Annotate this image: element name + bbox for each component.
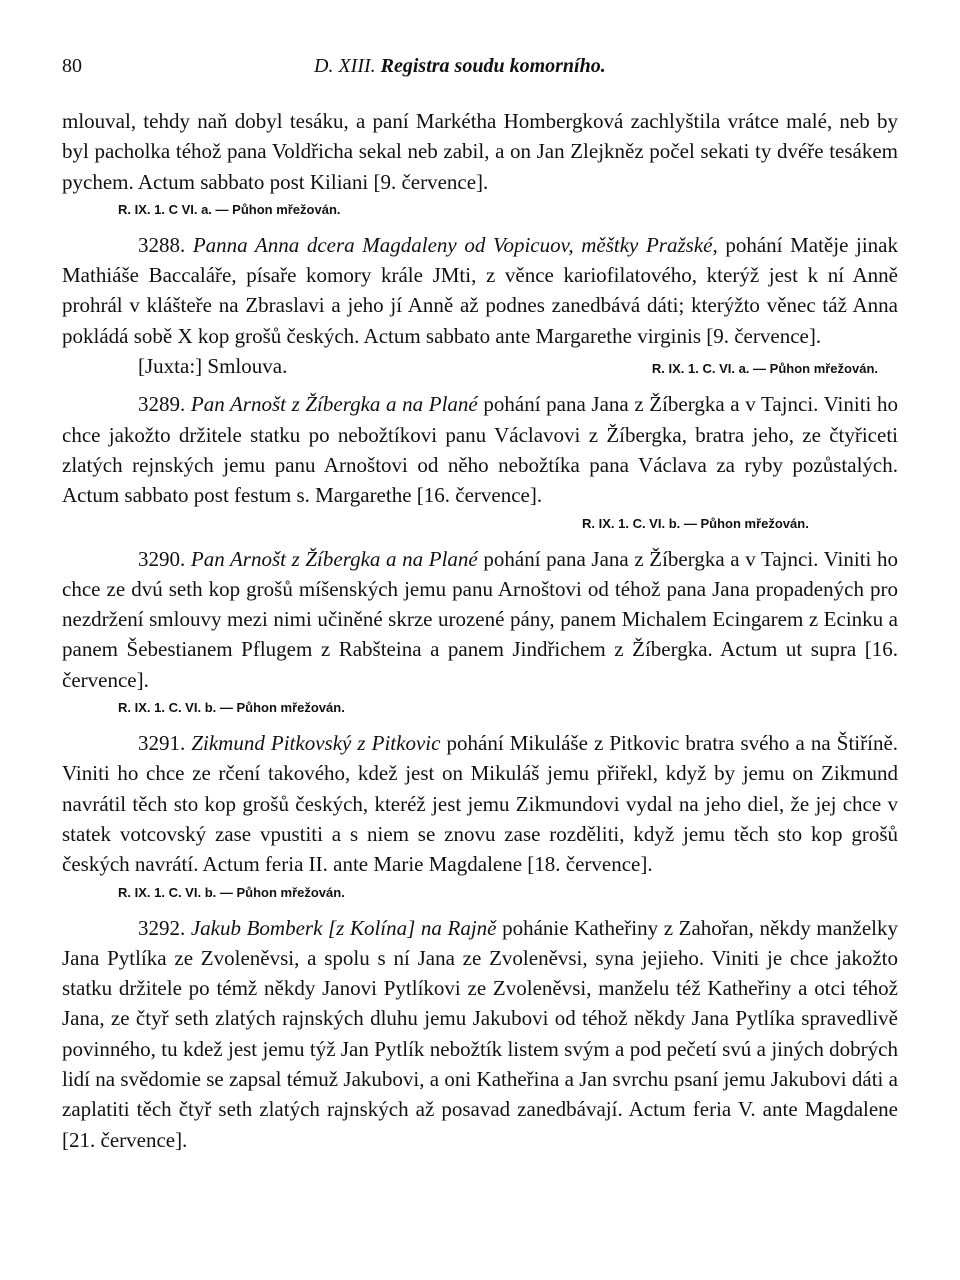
entry-number: 3290. bbox=[138, 546, 186, 571]
entry-extra-line: [Juxta:] Smlouva. bbox=[138, 354, 288, 379]
entry-parties: Pan Arnošt z Žíbergka a na Plané bbox=[190, 392, 478, 417]
entry-parties: Zikmund Pitkovský z Pitkovic bbox=[191, 731, 441, 756]
entry-parties: Pan Arnošt z Žíbergka a na Plané bbox=[190, 546, 478, 571]
entry-number: 3292. bbox=[138, 915, 186, 940]
entry-text: pohání Mikuláše z Pitkovic bratra svého a na Štiříně. Viniti ho chce ze rčení takového, kdež jest on Mikuláš jemu přiřekl, když by jemu on Zikmund navrátil těch sto kop grošů českých, kteréž jest jemu Zikmundovi vydal na jeho diel, že jej chce v statek votcovský zase vpustiti a s niem se znovu zase rozděliti, když jemu těch sto kop grošů českých navrátí. Actum feria II. ante Marie Magdalene [18. července]. bbox=[62, 731, 899, 877]
running-head-prefix: D. XIII. bbox=[314, 55, 376, 77]
document-body bbox=[62, 106, 898, 1155]
entry-reference: R. IX. 1. C. VI. a. — Půhon mřežován. bbox=[651, 361, 878, 377]
entry-text: pohání pana Jana z Žíbergka a v Tajnci. Viniti ho chce jakožto držitele statku po nebožtíkovi panu Václavovi z Žíbergka, bratra jeho, ze čtyřiceti zlatých rejnských jemu panu Arnoštovi od něho nebožtíka pana Václava za ryby pozůstalých. Actum sabbato post festum s. Margarethe [16. července]. bbox=[62, 392, 899, 508]
entry-text: pohánie Katheřiny z Zahořan, někdy manželky Jana Pytlíka ze Zvoleněvsi, a spolu s ní Jana ze Zvoleněvsi, syna jejieho. Viniti je chce jakožto statku držitele po témž někdy Janovi Pytlíkovi ze Zvoleněvsi, manželu též Katheřiny a otci téhož Jana, ze čtyř seth zlatých rajnských dluhu jemu Jakubovi od téhož někdy Jana Pytlíka spravedlivě povinného, tu kdež jest jemu týž Jan Pytlík nebožtík listem svým a pod pečetí svú a jiných dobrých lidí na svědomie se zapsal témuž Jakubovi, a oni Katheřina a Jan svrchu psaní jemu Jakubovi dáti a zaplatiti těch čtyř seth zlatých rajnských až posavad zanedbávají. Actum feria V. ante Magdalene [21. července]. bbox=[62, 915, 899, 1152]
page-header bbox=[62, 55, 898, 83]
entry-number: 3288. bbox=[138, 232, 186, 257]
running-head-title: Registra soudu komorního. bbox=[380, 55, 606, 77]
continued-entry-text: mlouval, tehdy naň dobyl tesáku, a paní Markétha Hombergková zachlyštila vrátce malé, neb by byl pacholka téhož pana Voldřicha sekal neb zabil, a on Jan Zlejkněz počel sekati ty dvéře tesákem pychem. Actum sabbato post Kiliani [9. července]. bbox=[62, 109, 898, 194]
entry-text: pohání Matěje jinak Mathiáše Baccaláře, písaře komory krále JMti, z věnce kariofilatového, kterýž jest k ní Anně prohrál v klášteře na Zbraslavi a jeho jí Anně až podnes zanedbává dáti; kterýžto věnec táž Anna pokládá sobě X kop grošů českých. Actum sabbato ante Margarethe virginis [9. července]. bbox=[62, 232, 898, 348]
running-head bbox=[314, 55, 606, 78]
entry-number: 3291. bbox=[138, 731, 186, 756]
entry-3291 bbox=[62, 728, 898, 879]
entry-reference: R. IX. 1. C. VI. b. — Půhon mřežován. bbox=[118, 700, 345, 716]
entry-3292 bbox=[62, 913, 898, 1155]
entry-reference: R. IX. 1. C. VI. b. — Půhon mřežován. bbox=[118, 884, 345, 900]
entry-parties: Panna Anna dcera Magdaleny od Vopicuov, měštky Pražské, bbox=[192, 232, 718, 257]
entry-reference: R. IX. 1. C. VI. b. — Půhon mřežován. bbox=[582, 515, 809, 531]
entry-number: 3289. bbox=[138, 392, 186, 417]
entry-reference: R. IX. 1. C VI. a. — Půhon mřežován. bbox=[118, 201, 341, 217]
entry-parties: Jakub Bomberk [z Kolína] na Rajně bbox=[190, 915, 497, 940]
entry-3288-footer bbox=[62, 351, 898, 381]
entry-3288 bbox=[62, 230, 898, 351]
entry-3289 bbox=[62, 389, 898, 510]
page-number: 80 bbox=[62, 55, 82, 77]
entry-text: pohání pana Jana z Žíbergka a v Tajnci. Viniti ho chce ze dvú seth kop grošů míšenských jemu panu Arnoštovi od téhož pana Jana propadených pro nezdržení smlouvy mezi nimi učiněné skrze urozené pány, panem Michalem Ecingarem z Ecinku a panem Šebestianem Pflugem z Rabšteina a panem Jindřichem z Žíbergka. Actum ut supra [16. července]. bbox=[62, 546, 899, 692]
entry-3290 bbox=[62, 544, 898, 695]
